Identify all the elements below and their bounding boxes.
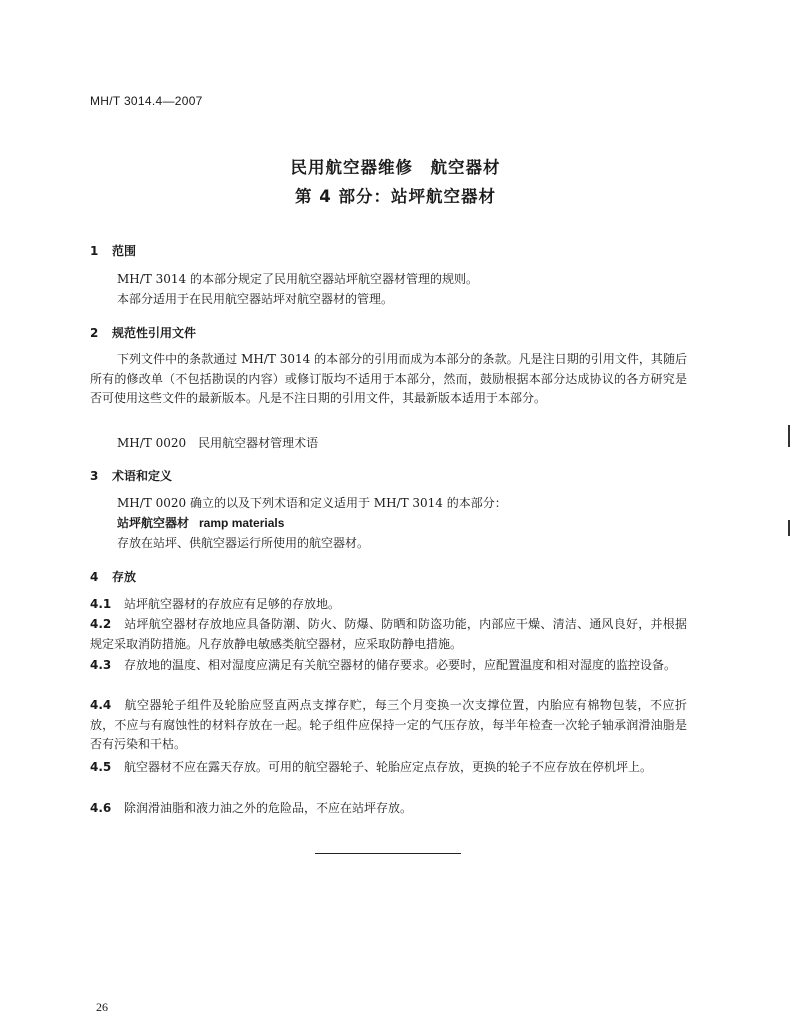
- clause-number: 4.6: [90, 801, 112, 815]
- term-english: ramp materials: [199, 516, 285, 530]
- clause-text: 站坪航空器材存放地应具备防潮、防火、防爆、防晒和防盗功能，内部应干燥、清洁、通风良好，并根据规定采取消防措施。凡存放静电敏感类航空器材，应采取防静电措施。: [90, 617, 687, 651]
- section-4-heading: [90, 568, 136, 585]
- section-title: 规范性引用文件: [112, 326, 197, 340]
- clause-number: 4.1: [90, 597, 112, 611]
- clause-4-6: [90, 799, 687, 819]
- section-1-paragraph-2: 本部分适用于在民用航空器站坪对航空器材的管理。: [117, 292, 394, 306]
- clause-number: 4.2: [90, 617, 112, 631]
- section-number: 4: [90, 570, 99, 584]
- term-definition: 存放在站坪、供航空器运行所使用的航空器材。: [117, 536, 370, 550]
- section-3-heading: [90, 467, 172, 484]
- clause-number: 4.5: [90, 760, 112, 774]
- clause-text: 除润滑油脂和液力油之外的危险品，不应在站坪存放。: [124, 801, 413, 815]
- scan-edge-mark: [788, 520, 790, 536]
- end-of-text-rule: [315, 853, 461, 854]
- section-2-reference: MH/T 0020 民用航空器材管理术语: [117, 436, 319, 450]
- section-2-heading: [90, 324, 196, 341]
- section-title: 存放: [112, 570, 137, 584]
- standard-code: MH/T 3014.4—2007: [90, 94, 203, 108]
- section-number: 1: [90, 244, 99, 258]
- clause-text: 站坪航空器材的存放应有足够的存放地。: [124, 597, 341, 611]
- clause-4-3: [90, 656, 687, 676]
- section-2-paragraph: 下列文件中的条款通过 MH/T 3014 的本部分的引用而成为本部分的条款。凡是注日期的引用文件，其随后所有的修改单（不包括勘误的内容）或修订版均不适用于本部分，然而，鼓励根据本部分达成协议的各方研究是否可使用这些文件的最新版本。凡是不注日期的引用文件，其最新版本适用于本部分。: [90, 352, 687, 405]
- section-1-paragraph-1: MH/T 3014 的本部分规定了民用航空器站坪航空器材管理的规则。: [117, 272, 478, 286]
- section-title: 范围: [112, 244, 137, 258]
- document-title-line2: 第 4 部分：站坪航空器材: [295, 187, 496, 206]
- document-title-line1: 民用航空器维修 航空器材: [290, 158, 501, 177]
- page-number: 26: [96, 1000, 108, 1014]
- scan-edge-mark: [788, 425, 790, 447]
- section-1-heading: [90, 242, 136, 259]
- clause-4-2: [90, 615, 687, 654]
- section-title: 术语和定义: [112, 469, 173, 483]
- clause-text: 航空器轮子组件及轮胎应竖直两点支撑存贮，每三个月变换一次支撑位置，内胎应有棉物包装，不应折放，不应与有腐蚀性的材料存放在一起。轮子组件应保持一定的气压存放，每半年检查一次轮子轴承润滑油脂是否有污染和干枯。: [90, 698, 687, 751]
- term-entry: [117, 514, 687, 534]
- clause-text: 存放地的温度、相对湿度应满足有关航空器材的储存要求。必要时，应配置温度和相对湿度的监控设备。: [124, 658, 677, 672]
- clause-number: 4.3: [90, 658, 112, 672]
- clause-4-5: [90, 758, 687, 778]
- section-number: 2: [90, 326, 99, 340]
- clause-4-1: [90, 595, 687, 615]
- clause-number: 4.4: [90, 698, 112, 712]
- section-number: 3: [90, 469, 99, 483]
- section-3-paragraph: MH/T 0020 确立的以及下列术语和定义适用于 MH/T 3014 的本部分：: [117, 496, 507, 510]
- term-chinese: 站坪航空器材: [117, 516, 190, 530]
- clause-4-4: [90, 696, 687, 755]
- clause-text: 航空器材不应在露天存放。可用的航空器轮子、轮胎应定点存放，更换的轮子不应存放在停机坪上。: [124, 760, 653, 774]
